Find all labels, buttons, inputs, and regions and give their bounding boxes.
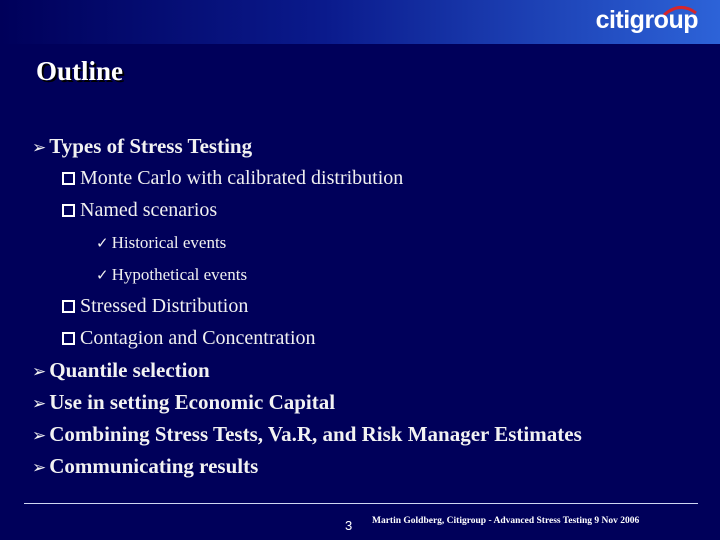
bullet-item xyxy=(62,167,403,190)
bullet-text: Monte Carlo with calibrated distribution xyxy=(80,167,404,189)
arrow-bullet-icon: ➢ xyxy=(32,394,47,414)
bullet-text: Use in setting Economic Capital xyxy=(49,390,336,414)
bullet-text: Quantile selection xyxy=(49,358,210,382)
bullet-item xyxy=(96,233,226,253)
bullet-text: Stressed Distribution xyxy=(80,295,249,317)
checkmark-bullet-icon: ✓ xyxy=(96,234,109,252)
bullet-item xyxy=(32,422,582,447)
bullet-item xyxy=(62,327,316,350)
square-bullet-icon xyxy=(62,332,75,345)
arrow-bullet-icon: ➢ xyxy=(32,362,47,382)
footer-divider xyxy=(24,503,698,504)
bullet-text: Types of Stress Testing xyxy=(49,134,253,158)
bullet-item xyxy=(32,454,258,479)
square-bullet-icon xyxy=(62,172,75,185)
bullet-text: Communicating results xyxy=(49,454,259,478)
bullet-item xyxy=(32,134,252,159)
arrow-bullet-icon: ➢ xyxy=(32,426,47,446)
square-bullet-icon xyxy=(62,300,75,313)
bullet-text: Named scenarios xyxy=(80,199,218,221)
arrow-bullet-icon: ➢ xyxy=(32,458,47,478)
bullet-item xyxy=(62,295,248,318)
slide-title: Outline xyxy=(36,56,124,86)
bullet-item xyxy=(32,390,335,415)
bullet-item xyxy=(32,358,210,383)
arrow-bullet-icon: ➢ xyxy=(32,138,47,158)
page-number: 3 xyxy=(345,518,353,533)
citigroup-logo: citigroup xyxy=(595,6,698,34)
square-bullet-icon xyxy=(62,204,75,217)
bullet-text: Contagion and Concentration xyxy=(80,327,316,349)
bullet-item xyxy=(62,199,217,222)
bullet-text: Historical events xyxy=(111,233,227,252)
bullet-item xyxy=(96,265,247,285)
footer-text: Martin Goldberg, Citigroup - Advanced Stress Testing 9 Nov 2006 xyxy=(372,516,640,526)
checkmark-bullet-icon: ✓ xyxy=(96,266,109,284)
bullet-text: Combining Stress Tests, Va.R, and Risk Manager Estimates xyxy=(49,422,582,446)
bullet-text: Hypothetical events xyxy=(111,265,248,284)
